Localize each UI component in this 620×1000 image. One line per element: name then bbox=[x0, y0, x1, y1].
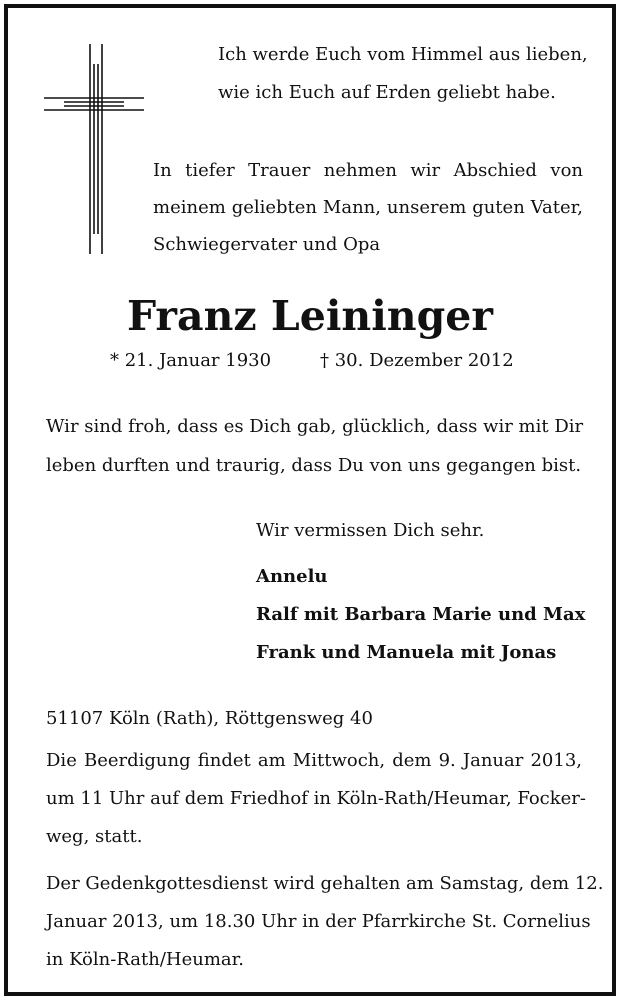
death-date: † 30. Dezember 2012 bbox=[320, 350, 514, 371]
family-member: Frank und Manuela mit Jonas bbox=[256, 642, 557, 663]
tribute-line-1: Wir sind froh, dass es Dich gab, glücklich, dass wir mit Dir bbox=[46, 416, 584, 437]
mass-line-1: Der Gedenkgottesdienst wird gehalten am Samstag, dem 12. bbox=[46, 873, 604, 894]
funeral-line-1: Die Beerdigung findet am Mittwoch, dem 9. Januar 2013, bbox=[46, 750, 582, 771]
intro-line-3: Schwiegervater und Opa bbox=[153, 234, 381, 255]
miss-you-line: Wir vermissen Dich sehr. bbox=[256, 520, 485, 541]
tribute-line-2: leben durften und traurig, dass Du von uns gegangen bist. bbox=[46, 455, 582, 476]
mass-line-3: in Köln-Rath/Heumar. bbox=[46, 949, 244, 970]
funeral-line-2: um 11 Uhr auf dem Friedhof in Köln-Rath/Heumar, Focker- bbox=[46, 788, 586, 809]
motto-line-1: Ich werde Euch vom Himmel aus lieben, bbox=[218, 44, 588, 65]
address-line: 51107 Köln (Rath), Röttgensweg 40 bbox=[46, 708, 373, 729]
intro-line-2: meinem geliebten Mann, unserem guten Vater, bbox=[153, 197, 583, 218]
intro-line-1: In tiefer Trauer nehmen wir Abschied von bbox=[153, 160, 583, 181]
birth-date: * 21. Januar 1930 bbox=[110, 350, 272, 371]
family-member: Annelu bbox=[256, 566, 328, 587]
funeral-line-3: weg, statt. bbox=[46, 826, 143, 847]
motto-line-2: wie ich Euch auf Erden geliebt habe. bbox=[218, 82, 556, 103]
obituary-notice bbox=[4, 4, 616, 996]
family-member: Ralf mit Barbara Marie und Max bbox=[256, 604, 586, 625]
mass-line-2: Januar 2013, um 18.30 Uhr in der Pfarrkirche St. Cornelius bbox=[46, 911, 591, 932]
deceased-name: Franz Leininger bbox=[127, 292, 493, 340]
